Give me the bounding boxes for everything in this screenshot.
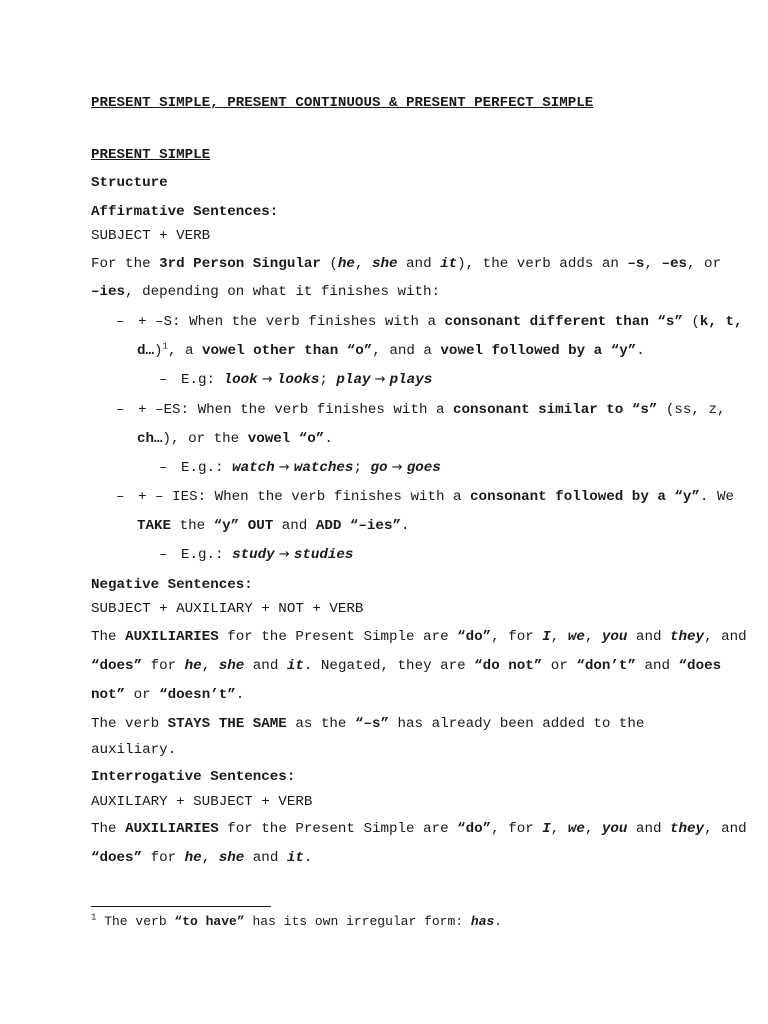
section-heading: PRESENT SIMPLE <box>91 147 211 163</box>
interrogative-p1-line-2: “does” for he, she and it. <box>91 850 313 866</box>
affirmative-intro-line-2: –ies, depending on what it finishes with: <box>91 284 441 300</box>
rule-s-line-1: – + –S: When the verb finishes with a consonant different than “s” (k, t, <box>116 314 743 330</box>
footnote-ref: 1 <box>162 341 168 352</box>
negative-p2-line-1: The verb STAYS THE SAME as the “–s” has already been added to the <box>91 716 645 732</box>
arrow-icon: → <box>257 372 277 387</box>
affirmative-intro-line-1: For the 3rd Person Singular (he, she and it), the verb adds an –s, –es, or <box>91 256 722 272</box>
example-s: – E.g: look → looks; play → plays <box>159 372 433 388</box>
footnote: $^1$ The verb “to have” has its own irregular form: has. <box>91 912 503 929</box>
rule-es-line-2: ch…), or the vowel “o”. <box>137 431 333 447</box>
arrow-icon: → <box>274 547 294 562</box>
negative-p1-line-3: not” or “doesn’t”. <box>91 687 245 703</box>
rule-s-line-2: d…)$^1$, a vowel other than “o”, and a vowel followed by a “y”. <box>137 341 645 359</box>
arrow-icon: → <box>370 372 390 387</box>
affirmative-formula: SUBJECT + VERB <box>91 228 211 244</box>
rule-ies-line-1: – + – IES: When the verb finishes with a consonant followed by a “y”. We <box>116 489 734 505</box>
negative-p1-line-2: “does” for he, she and it. Negated, they are “do not” or “don’t” and “does <box>91 658 722 674</box>
negative-p1-line-1: The AUXILIARIES for the Present Simple are “do”, for I, we, you and they, and <box>91 629 747 645</box>
interrogative-formula: AUXILIARY + SUBJECT + VERB <box>91 794 313 810</box>
arrow-icon: → <box>274 460 294 475</box>
structure-heading: Structure <box>91 175 168 191</box>
interrogative-heading: Interrogative Sentences: <box>91 769 296 785</box>
rule-es-line-1: – + –ES: When the verb finishes with a consonant similar to “s” (ss, z, <box>116 402 726 418</box>
interrogative-p1-line-1: The AUXILIARIES for the Present Simple are “do”, for I, we, you and they, and <box>91 821 747 837</box>
rule-ies-line-2: TAKE the “y” OUT and ADD “–ies”. <box>137 518 410 534</box>
footnote-divider <box>91 906 271 907</box>
example-es: – E.g.: watch → watches; go → goes <box>159 460 441 476</box>
affirmative-heading: Affirmative Sentences: <box>91 204 279 220</box>
example-ies: – E.g.: study → studies <box>159 547 354 563</box>
document-title: PRESENT SIMPLE, PRESENT CONTINUOUS & PRESENT PERFECT SIMPLE <box>91 95 594 111</box>
negative-p2-line-2: auxiliary. <box>91 742 177 758</box>
negative-heading: Negative Sentences: <box>91 577 253 593</box>
arrow-icon: → <box>387 460 407 475</box>
negative-formula: SUBJECT + AUXILIARY + NOT + VERB <box>91 601 364 617</box>
